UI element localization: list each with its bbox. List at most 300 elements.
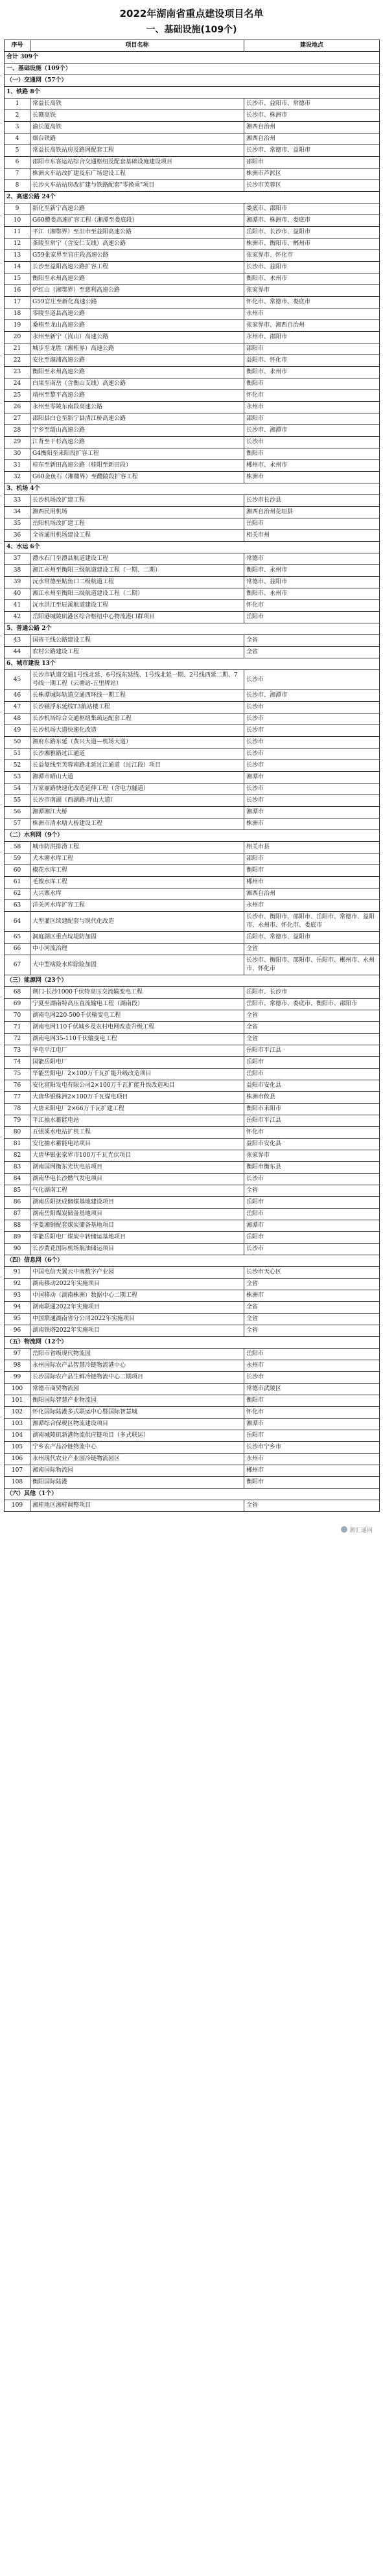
cell-name: 平江抽水蓄能电站 [30, 1115, 244, 1127]
cell-name: 中国移动（湖南株洲）数据中心二期工程 [30, 1290, 244, 1302]
total-row [5, 52, 380, 64]
table-row [5, 1267, 380, 1279]
table-row [5, 122, 380, 133]
cell-name: 长沙火车站站房改扩建与铁路配套"零换乘"项目 [30, 180, 244, 192]
table-row [5, 99, 380, 110]
category-row [5, 1489, 380, 1500]
cell-no: 47 [5, 702, 30, 714]
table-row [5, 877, 380, 888]
table-row [5, 425, 380, 437]
table-row [5, 944, 380, 955]
cell-no: 93 [5, 1290, 30, 1302]
table-row [5, 1500, 380, 1512]
cell-location: 邵阳市 [244, 157, 380, 168]
cell-name: G59官庄至新化高速公路 [30, 297, 244, 308]
table-row [5, 1104, 380, 1115]
cell-name: 零陵至道县高速公路 [30, 308, 244, 320]
cell-location: 永州市 [244, 402, 380, 413]
table-row [5, 725, 380, 737]
table-row [5, 215, 380, 227]
table-header-row [5, 40, 380, 52]
cell-location: 全省 [244, 1325, 380, 1337]
cell-location: 湘西自治州 [244, 888, 380, 900]
cell-location: 衡阳市耒阳市 [244, 1104, 380, 1115]
cell-location: 永州市 [244, 900, 380, 912]
table-row [5, 343, 380, 355]
cell-no: 68 [5, 987, 30, 999]
table-row [5, 865, 380, 877]
cell-location: 长沙市长沙县 [244, 495, 380, 507]
cell-no: 73 [5, 1045, 30, 1057]
cell-no: 48 [5, 714, 30, 725]
cell-location: 长沙市 [244, 725, 380, 737]
cell-no: 51 [5, 748, 30, 760]
cell-location: 衡阳市 [244, 865, 380, 877]
table-row [5, 553, 380, 565]
cell-name: 长沙至益阳高速公路扩容工程 [30, 262, 244, 273]
table-row [5, 413, 380, 425]
table-row [5, 238, 380, 250]
cell-no: 24 [5, 378, 30, 390]
cell-location: 湘潭市 [244, 807, 380, 818]
cell-name: 农村公路建设工程 [30, 647, 244, 658]
cell-no: 17 [5, 297, 30, 308]
cell-name: 湘潭湘江大桥 [30, 807, 244, 818]
project-table [4, 40, 380, 1512]
cell-location: 全省 [244, 1314, 380, 1325]
cell-name: 安化抽水蓄能电站项目 [30, 1139, 244, 1150]
table-row [5, 1080, 380, 1092]
cell-location: 株洲市 [244, 818, 380, 830]
cell-location: 怀化市 [244, 1407, 380, 1419]
section-label: （六）其他（1个） [5, 1489, 380, 1500]
cell-no: 89 [5, 1232, 30, 1244]
watermark [341, 1526, 373, 1534]
cell-location: 湘西自治州 [244, 133, 380, 145]
cell-name: 湖南铁塔2022年实施项目 [30, 1325, 244, 1337]
cell-name: 衡阳至永州高速公路 [30, 273, 244, 285]
cell-location: 长沙市 [244, 783, 380, 795]
cell-no: 92 [5, 1279, 30, 1290]
table-row [5, 912, 380, 932]
cell-no: 109 [5, 1500, 30, 1512]
cell-no: 79 [5, 1115, 30, 1127]
cell-name: 大唐华银株洲2×100万千瓦煤电项目 [30, 1092, 244, 1104]
table-row [5, 647, 380, 658]
cell-name: 衡阳国际智慧产业物流园 [30, 1395, 244, 1407]
cell-location: 岳阳市 [244, 1232, 380, 1244]
subcategory-row [5, 542, 380, 553]
table-row [5, 145, 380, 157]
table-row [5, 507, 380, 518]
cell-name: 平江（湘鄂界）至汨市至益阳高速公路 [30, 227, 244, 238]
cell-name: 湖南华电长沙燃气发电项目 [30, 1174, 244, 1185]
cell-name: 犬木塘水库工程 [30, 853, 244, 865]
cell-location: 益阳市安化县 [244, 1139, 380, 1150]
table-row [5, 460, 380, 472]
cell-name: 湘江永州至衡阳三级航道建设工程（一期、二期） [30, 565, 244, 577]
subcategory-row [5, 87, 380, 99]
table-row [5, 1290, 380, 1302]
cell-location: 长沙市宁乡市 [244, 1442, 380, 1454]
table-row [5, 1442, 380, 1454]
cell-location: 全省 [244, 1500, 380, 1512]
cell-name: 荆门-长沙1000千伏特高压交流输变电工程 [30, 987, 244, 999]
cell-location: 岳阳市 [244, 1430, 380, 1442]
cell-no: 14 [5, 262, 30, 273]
cell-name: 大型灌区续建配套与现代化改造 [30, 912, 244, 932]
cell-name: 常益长高铁 [30, 99, 244, 110]
cell-name: 炉红山（湘鄂界）至慈利高速公路 [30, 285, 244, 297]
cell-no: 9 [5, 203, 30, 215]
table-row [5, 748, 380, 760]
cell-no: 20 [5, 332, 30, 343]
cell-location: 株洲市、衡阳市、郴州市 [244, 238, 380, 250]
cell-no: 43 [5, 635, 30, 647]
table-row [5, 367, 380, 378]
cell-name: 湖南城陵矶新港物流供应链项目（多式联运） [30, 1430, 244, 1442]
cell-name: 衡阳国际陆港 [30, 1477, 244, 1489]
cell-location: 全省 [244, 944, 380, 955]
cell-no: 49 [5, 725, 30, 737]
cell-location: 株洲市芦淞区 [244, 168, 380, 180]
table-row [5, 320, 380, 332]
cell-location: 长沙市 [244, 714, 380, 725]
cell-no: 106 [5, 1454, 30, 1465]
cell-no: 96 [5, 1325, 30, 1337]
cell-no: 25 [5, 390, 30, 402]
cell-no: 46 [5, 690, 30, 702]
table-row [5, 378, 380, 390]
cell-no: 65 [5, 932, 30, 944]
cell-location: 衡阳市、永州市 [244, 565, 380, 577]
section-label: （二）水利网（9个） [5, 830, 380, 842]
wechat-icon [341, 1526, 347, 1533]
cell-location: 岳阳市平江县 [244, 1045, 380, 1057]
document-page [0, 6, 383, 1538]
cell-location: 怀化市 [244, 600, 380, 612]
cell-no: 77 [5, 1092, 30, 1104]
cell-no: 55 [5, 795, 30, 807]
cell-no: 66 [5, 944, 30, 955]
cell-name: 桂东至新田高速公路（桂阳至新田段） [30, 460, 244, 472]
cell-name: 大唐耒阳电厂2×66万千瓦扩建工程 [30, 1104, 244, 1115]
cell-location: 岳阳市 [244, 1349, 380, 1360]
cell-location: 衡阳市 [244, 1477, 380, 1489]
table-body [5, 52, 380, 1512]
cell-name: 国省干线公路建设工程 [30, 635, 244, 647]
table-row [5, 1372, 380, 1384]
cell-no: 16 [5, 285, 30, 297]
watermark-text: 湘汇通网 [349, 1527, 373, 1534]
cell-no: 71 [5, 1022, 30, 1034]
cell-no: 11 [5, 227, 30, 238]
table-row [5, 180, 380, 192]
cell-name: 茶陵至常宁（含安仁支线）高速公路 [30, 238, 244, 250]
cell-no: 105 [5, 1442, 30, 1454]
cell-name: 湖南移动2022年实施项目 [30, 1279, 244, 1290]
section-label: （三）能源网（23个） [5, 975, 380, 987]
table-row [5, 1139, 380, 1150]
section-label: 4、水运 6个 [5, 542, 380, 553]
cell-location: 衡阳市 [244, 378, 380, 390]
table-row [5, 818, 380, 830]
cell-location: 邵阳市 [244, 853, 380, 865]
cell-no: 41 [5, 600, 30, 612]
cell-no: 104 [5, 1430, 30, 1442]
cell-location: 长沙市、株洲市 [244, 110, 380, 122]
section-label: （四）信息网（6个） [5, 1255, 380, 1267]
table-row [5, 273, 380, 285]
cell-no: 75 [5, 1069, 30, 1080]
table-row [5, 227, 380, 238]
cell-no: 39 [5, 577, 30, 588]
table-row [5, 133, 380, 145]
cell-name: 中国电信天翼云中南数字产业园 [30, 1267, 244, 1279]
cell-name: 新化至新宁高速公路 [30, 203, 244, 215]
cell-no: 45 [5, 670, 30, 690]
cell-no: 52 [5, 760, 30, 772]
cell-name: 华菱湘钢配套煤炭储备基地项目 [30, 1220, 244, 1232]
cell-name: 大中型病险水库除险加固 [30, 955, 244, 975]
cell-no: 101 [5, 1395, 30, 1407]
cell-location: 全省 [244, 635, 380, 647]
cell-no: 31 [5, 460, 30, 472]
cell-name: 长沙机场改扩建工程 [30, 495, 244, 507]
cell-name: 湖南国网衡东光伏电站项目 [30, 1162, 244, 1174]
table-row [5, 670, 380, 690]
table-row [5, 390, 380, 402]
cell-no: 32 [5, 472, 30, 483]
cell-location: 邵阳市 [244, 343, 380, 355]
cell-location: 全省 [244, 1022, 380, 1034]
cell-name: 椒花水库工程 [30, 865, 244, 877]
cell-location: 岳阳市 [244, 612, 380, 623]
table-row [5, 1197, 380, 1209]
cell-location: 怀化市 [244, 390, 380, 402]
cell-no: 28 [5, 425, 30, 437]
cell-location: 全省 [244, 1010, 380, 1022]
table-row [5, 332, 380, 343]
cell-name: 长沙湘雅路过江通道 [30, 748, 244, 760]
cell-location: 常德市武陵区 [244, 1384, 380, 1395]
cell-name: 长沙市南湖（西湖路-坪山大道） [30, 795, 244, 807]
cell-name: 怀化国际陆港多式联运中心暨国际智慧城 [30, 1407, 244, 1419]
cell-name: 湖南岳阳抚成储煤基地建设项目 [30, 1197, 244, 1209]
cell-name: 国能岳阳电厂 [30, 1057, 244, 1069]
cell-name: 中小河流治理 [30, 944, 244, 955]
cell-no: 86 [5, 1197, 30, 1209]
cell-location: 益阳市安化县 [244, 1080, 380, 1092]
section-label: 1、铁路 8个 [5, 87, 380, 99]
cell-location: 衡阳市衡东县 [244, 1162, 380, 1174]
cell-location: 岳阳市、常德市、益阳市 [244, 932, 380, 944]
table-row [5, 1185, 380, 1197]
subcategory-row [5, 192, 380, 203]
section-label: 6、城市建设 13个 [5, 658, 380, 670]
cell-name: 永州现代农业产业园冷链物流园区 [30, 1454, 244, 1465]
table-row [5, 807, 380, 818]
category-row [5, 830, 380, 842]
cell-no: 53 [5, 772, 30, 783]
cell-no: 29 [5, 437, 30, 448]
cell-name: 长沙磁浮东延线T3航站楼工程 [30, 702, 244, 714]
table-row [5, 437, 380, 448]
cell-name: G60金鱼石（湘赣界）至醴陵段扩容工程 [30, 472, 244, 483]
table-row [5, 1069, 380, 1080]
cell-location: 全省 [244, 1302, 380, 1314]
cell-location: 永州市 [244, 1454, 380, 1465]
cell-location: 岳阳市 [244, 1057, 380, 1069]
cell-no: 42 [5, 612, 30, 623]
cell-name: 湘江永州至衡阳三级航道建设工程（二期） [30, 588, 244, 600]
category-row [5, 75, 380, 87]
cell-location: 相关市县 [244, 842, 380, 853]
table-row [5, 1057, 380, 1069]
table-row [5, 565, 380, 577]
cell-name: 湘府东路东延（黄兴大道—机场大道） [30, 737, 244, 748]
page-footer [4, 1512, 379, 1538]
table-row [5, 1092, 380, 1104]
cell-name: 湖南电网35-110千伏输变电工程 [30, 1034, 244, 1045]
table-row [5, 262, 380, 273]
cell-location: 衡阳市、永州市 [244, 367, 380, 378]
category-row [5, 1255, 380, 1267]
cell-no: 2 [5, 110, 30, 122]
cell-location: 岳阳市 [244, 1209, 380, 1220]
cell-location: 岳阳市、长沙市 [244, 987, 380, 999]
cell-location: 常德市、益阳市 [244, 577, 380, 588]
cell-no: 59 [5, 853, 30, 865]
cell-location: 永州市 [244, 1360, 380, 1372]
cell-name: 安化至溆浦高速公路 [30, 355, 244, 367]
cell-name: 华能岳阳电厂2×100万千瓦扩能升级改造项目 [30, 1069, 244, 1080]
cell-no: 61 [5, 877, 30, 888]
cell-name: 城步至龙胜（湘桂界）高速公路 [30, 343, 244, 355]
cell-no: 82 [5, 1150, 30, 1162]
cell-no: 107 [5, 1465, 30, 1477]
header-name: 项目名称 [30, 40, 244, 52]
cell-location: 怀化市 [244, 1127, 380, 1139]
cell-no: 95 [5, 1314, 30, 1325]
table-row [5, 1209, 380, 1220]
cell-no: 50 [5, 737, 30, 748]
cell-no: 94 [5, 1302, 30, 1314]
table-row [5, 1010, 380, 1022]
cell-no: 69 [5, 999, 30, 1010]
table-row [5, 1127, 380, 1139]
table-row [5, 518, 380, 530]
cell-location: 岳阳市平江县 [244, 1115, 380, 1127]
cell-no: 64 [5, 912, 30, 932]
cell-location: 株洲市 [244, 1290, 380, 1302]
cell-location: 湘西自治州 [244, 122, 380, 133]
cell-no: 60 [5, 865, 30, 877]
cell-name: 常德市商贸物流园 [30, 1384, 244, 1395]
table-row [5, 285, 380, 297]
cell-name: 桑植至龙山高速公路 [30, 320, 244, 332]
category-row [5, 64, 380, 75]
cell-name: 株洲火车站改扩建及东广场建设工程 [30, 168, 244, 180]
cell-no: 88 [5, 1220, 30, 1232]
table-row [5, 1430, 380, 1442]
cell-name: G60醴娄高速扩容工程（湘潭至娄底段） [30, 215, 244, 227]
table-row [5, 900, 380, 912]
table-row [5, 690, 380, 702]
cell-no: 67 [5, 955, 30, 975]
header-location: 建设地点 [244, 40, 380, 52]
cell-location: 张家界市 [244, 1150, 380, 1162]
cell-location: 长沙市、衡阳市、邵阳市、岳阳市、郴州市、永州市、怀化市 [244, 955, 380, 975]
cell-no: 30 [5, 448, 30, 460]
table-row [5, 999, 380, 1010]
cell-location: 株洲市 [244, 472, 380, 483]
section-label: 一、基础设施（109个） [5, 64, 380, 75]
cell-no: 62 [5, 888, 30, 900]
cell-no: 78 [5, 1104, 30, 1115]
cell-name: 江背至干杉高速公路 [30, 437, 244, 448]
section-label: 5、普通公路 2个 [5, 623, 380, 635]
cell-location: 湘潭市 [244, 1419, 380, 1430]
cell-name: 永州至零陵东南段高速公路 [30, 402, 244, 413]
cell-no: 108 [5, 1477, 30, 1489]
table-row [5, 1220, 380, 1232]
table-row [5, 1150, 380, 1162]
table-row [5, 1360, 380, 1372]
cell-location: 相关市州 [244, 530, 380, 542]
cell-name: 洋关河水库扩容工程 [30, 900, 244, 912]
table-row [5, 783, 380, 795]
cell-location: 衡阳市 [244, 448, 380, 460]
cell-name: 长沙市轨道交通1号线北延、6号线东延线、1号线北延一期、2号线西延二期、7号线一期工程（云塘站-五里牌站） [30, 670, 244, 690]
table-row [5, 1174, 380, 1185]
cell-location: 长沙市 [244, 795, 380, 807]
cell-no: 6 [5, 157, 30, 168]
cell-name: 洞庭湖区重点垸堤防加固 [30, 932, 244, 944]
cell-name: 宁乡至韶山高速公路 [30, 425, 244, 437]
cell-location: 怀化市、常德市、娄底市 [244, 297, 380, 308]
table-row [5, 1477, 380, 1489]
document-subtitle: 一、基础设施(109个) [146, 25, 237, 35]
cell-name: 岳阳市省级现代物流园 [30, 1349, 244, 1360]
cell-name: 邵阳市东客运站综合交通枢纽及配套基础设施建设项目 [30, 157, 244, 168]
cell-name: 永州至新宁（崀山）高速公路 [30, 332, 244, 343]
cell-location: 岳阳市、长沙市、益阳市 [244, 227, 380, 238]
cell-no: 7 [5, 168, 30, 180]
cell-location: 全省 [244, 1279, 380, 1290]
cell-location: 湘潭市 [244, 1220, 380, 1232]
table-row [5, 495, 380, 507]
cell-location: 衡阳市、永州市 [244, 273, 380, 285]
cell-no: 35 [5, 518, 30, 530]
cell-name: 邵阳县白仓至新宁县清江桥高速公路 [30, 413, 244, 425]
cell-location: 郴州市 [244, 1465, 380, 1477]
table-row [5, 888, 380, 900]
cell-location: 湘西自治州花垣县 [244, 507, 380, 518]
table-row [5, 1465, 380, 1477]
cell-no: 27 [5, 413, 30, 425]
table-row [5, 355, 380, 367]
cell-location: 长沙市 [244, 1244, 380, 1255]
cell-location: 长沙市 [244, 702, 380, 714]
cell-name: 烟台铁路 [30, 133, 244, 145]
table-row [5, 530, 380, 542]
cell-location: 湘潭市 [244, 772, 380, 783]
cell-no: 12 [5, 238, 30, 250]
cell-name: 沅水洪江至辰溪航道建设工程 [30, 600, 244, 612]
cell-location: 郴州市、永州市 [244, 460, 380, 472]
category-row [5, 975, 380, 987]
